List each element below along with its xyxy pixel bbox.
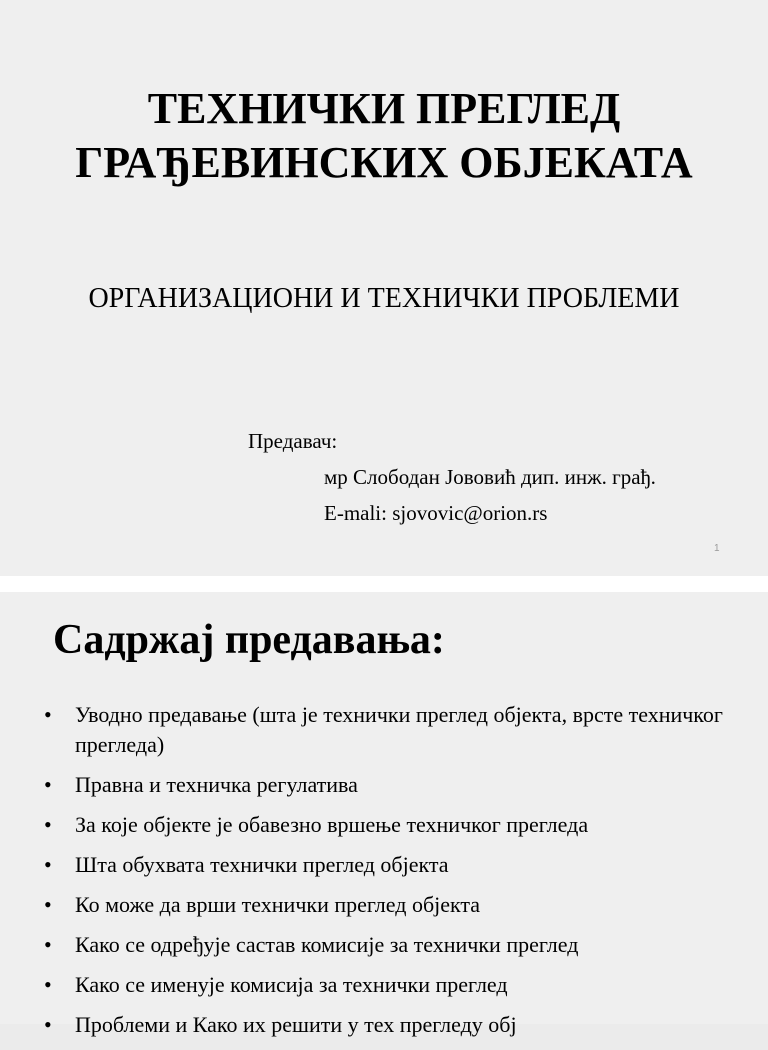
slide-divider	[0, 576, 768, 592]
list-item	[0, 850, 735, 880]
list-item-text: Шта обухвата технички преглед објекта	[75, 852, 449, 877]
slide-title-line-1: ТЕХНИЧКИ ПРЕГЛЕД	[147, 84, 621, 133]
lecturer-label: Предавач:	[248, 429, 338, 453]
list-item-text: Проблеми и Како их решити у тех прегледу обј	[75, 1012, 517, 1037]
list-item-text: Како се одређује састав комисије за технички преглед	[75, 932, 579, 957]
lecturer-email: E-mali: sjovovic@orion.rs	[324, 501, 548, 525]
slide-title-line-2: ГРАЂЕВИНСКИХ ОБЈЕКАТА	[75, 138, 693, 187]
list-item	[0, 810, 735, 840]
list-item	[0, 890, 735, 920]
bullet-icon: •	[44, 772, 52, 797]
list-item-text: За које објекте је обавезно вршење техничког прегледа	[75, 812, 589, 837]
contents-title: Садржај предавања:	[53, 617, 445, 663]
bullet-icon: •	[44, 932, 52, 957]
list-item-text: Правна и техничка регулатива	[75, 772, 358, 797]
contents-slide	[0, 592, 768, 1037]
list-item	[0, 970, 735, 1000]
list-item	[0, 1010, 735, 1040]
list-item	[0, 700, 735, 760]
bullet-icon: •	[44, 812, 52, 837]
lecturer-name: мр Слободан Јововић дип. инж. грађ.	[324, 465, 656, 489]
slide-subtitle: ОРГАНИЗАЦИОНИ И ТЕХНИЧКИ ПРОБЛЕМИ	[88, 283, 680, 314]
contents-list	[0, 700, 735, 1050]
bullet-icon: •	[44, 702, 52, 727]
bullet-icon: •	[44, 1012, 52, 1037]
list-item	[0, 930, 735, 960]
slide-number: 1	[714, 543, 720, 554]
bullet-icon: •	[44, 852, 52, 877]
list-item-text: Уводно предавање (шта је технички преглед објекта, врсте техничког прегледа)	[75, 702, 723, 757]
bullet-icon: •	[44, 972, 52, 997]
list-item-text: Како се именује комисија за технички преглед	[75, 972, 508, 997]
bullet-icon: •	[44, 892, 52, 917]
list-item	[0, 770, 735, 800]
list-item-text: Ко може да врши технички преглед објекта	[75, 892, 481, 917]
